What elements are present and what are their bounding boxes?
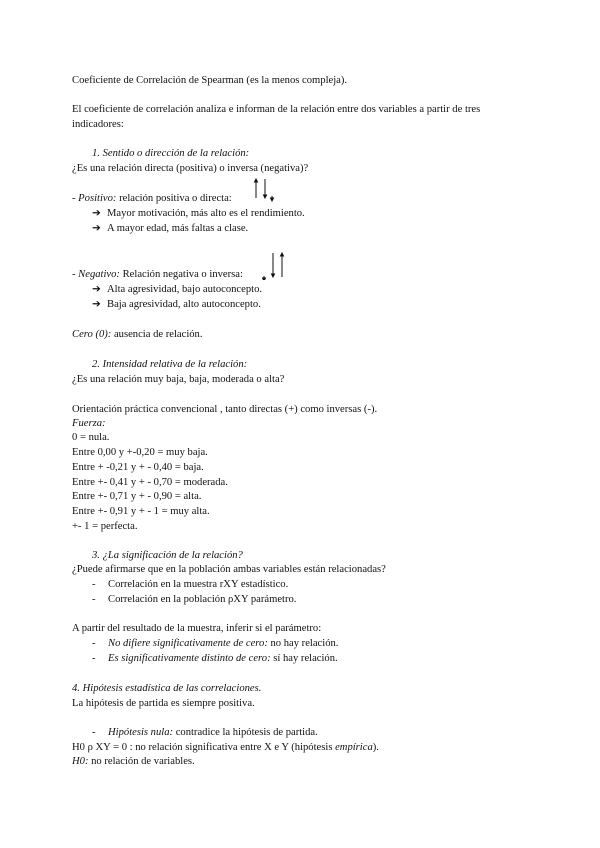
negative-relation-arrows-icon xyxy=(262,250,292,280)
correlation-item-1: - Correlación en la muestra rXY estadístico. xyxy=(92,579,289,590)
scale-item: +- 1 = perfecta. xyxy=(72,521,138,532)
cero-line: Cero (0): ausencia de relación. xyxy=(72,329,203,340)
section-1-question: ¿Es una relación directa (positiva) o inversa (negativa)? xyxy=(72,163,309,174)
section-2-question: ¿Es una relación muy baja, baja, moderada o alta? xyxy=(72,374,285,385)
scale-item: Entre +- 0,71 y + - 0,90 = alta. xyxy=(72,491,202,502)
section-3-heading: 3. ¿La significación de la relación? xyxy=(92,550,243,561)
infer-line: A partir del resultado de la muestra, inferir si el parámetro: xyxy=(72,623,322,634)
section-2-heading: 2. Intensidad relativa de la relación: xyxy=(92,359,248,370)
scale-item: 0 = nula. xyxy=(72,432,110,443)
scale-item: Entre + -0,21 y + - 0,40 = baja. xyxy=(72,462,204,473)
orientation-line: Orientación práctica convencional , tanto directas (+) como inversas (-). xyxy=(72,404,378,415)
positivo-line: - Positivo: relación positiva o directa: xyxy=(72,193,232,204)
intro-line-2: indicadores: xyxy=(72,119,124,130)
arrow-right-icon: ➔ xyxy=(92,284,101,295)
scale-item: Entre +- 0,41 y + - 0,70 = moderada. xyxy=(72,477,228,488)
h0-line: H0: no relación de variables. xyxy=(72,756,195,767)
infer-item-1: - No difiere significativamente de cero: no hay relación. xyxy=(92,638,339,649)
h0-formula-line: H0 ρ XY = 0 : no relación significativa entre X e Y (hipótesis empírica). xyxy=(72,742,379,753)
arrow-right-icon: ➔ xyxy=(92,299,101,310)
positive-relation-arrows-icon xyxy=(252,176,278,202)
dash-bullet-icon: - xyxy=(92,727,96,738)
dash-bullet-icon: - xyxy=(92,638,96,649)
section-4-heading: 4. Hipótesis estadística de las correlaciones. xyxy=(72,683,262,694)
negativo-item-2: ➔ Baja agresividad, alto autoconcepto. xyxy=(92,299,261,310)
arrow-right-icon: ➔ xyxy=(92,223,101,234)
arrow-right-icon: ➔ xyxy=(92,208,101,219)
section-1-heading: 1. Sentido o dirección de la relación: xyxy=(92,148,250,159)
scale-item: Entre 0,00 y +-0,20 = muy baja. xyxy=(72,447,208,458)
hipotesis-nula-item: - Hipótesis nula: contradice la hipótesis de partida. xyxy=(92,727,318,738)
negativo-item-1: ➔ Alta agresividad, bajo autoconcepto. xyxy=(92,284,263,295)
negativo-line: - Negativo: Relación negativa o inversa: xyxy=(72,269,243,280)
dash-bullet-icon: - xyxy=(92,653,96,664)
correlation-item-2: - Correlación en la población ρXY parámetro. xyxy=(92,594,297,605)
positivo-item-2: ➔ A mayor edad, más faltas a clase. xyxy=(92,223,249,234)
fuerza-label: Fuerza: xyxy=(72,418,106,429)
document-title: Coeficiente de Correlación de Spearman (es la menos compleja). xyxy=(72,75,348,86)
intro-line-1: El coeficiente de correlación analiza e informan de la relación entre dos variables a partir de tres xyxy=(72,104,481,115)
section-3-question: ¿Puede afirmarse que en la población ambas variables están relacionadas? xyxy=(72,564,386,575)
infer-item-2: - Es significativamente distinto de cero: sí hay relación. xyxy=(92,653,338,664)
positivo-item-1: ➔ Mayor motivación, más alto es el rendimiento. xyxy=(92,208,305,219)
dash-bullet-icon: - xyxy=(92,594,96,605)
section-4-line-1: La hipótesis de partida es siempre positiva. xyxy=(72,698,255,709)
scale-item: Entre +- 0,91 y + - 1 = muy alta. xyxy=(72,506,210,517)
dash-bullet-icon: - xyxy=(92,579,96,590)
